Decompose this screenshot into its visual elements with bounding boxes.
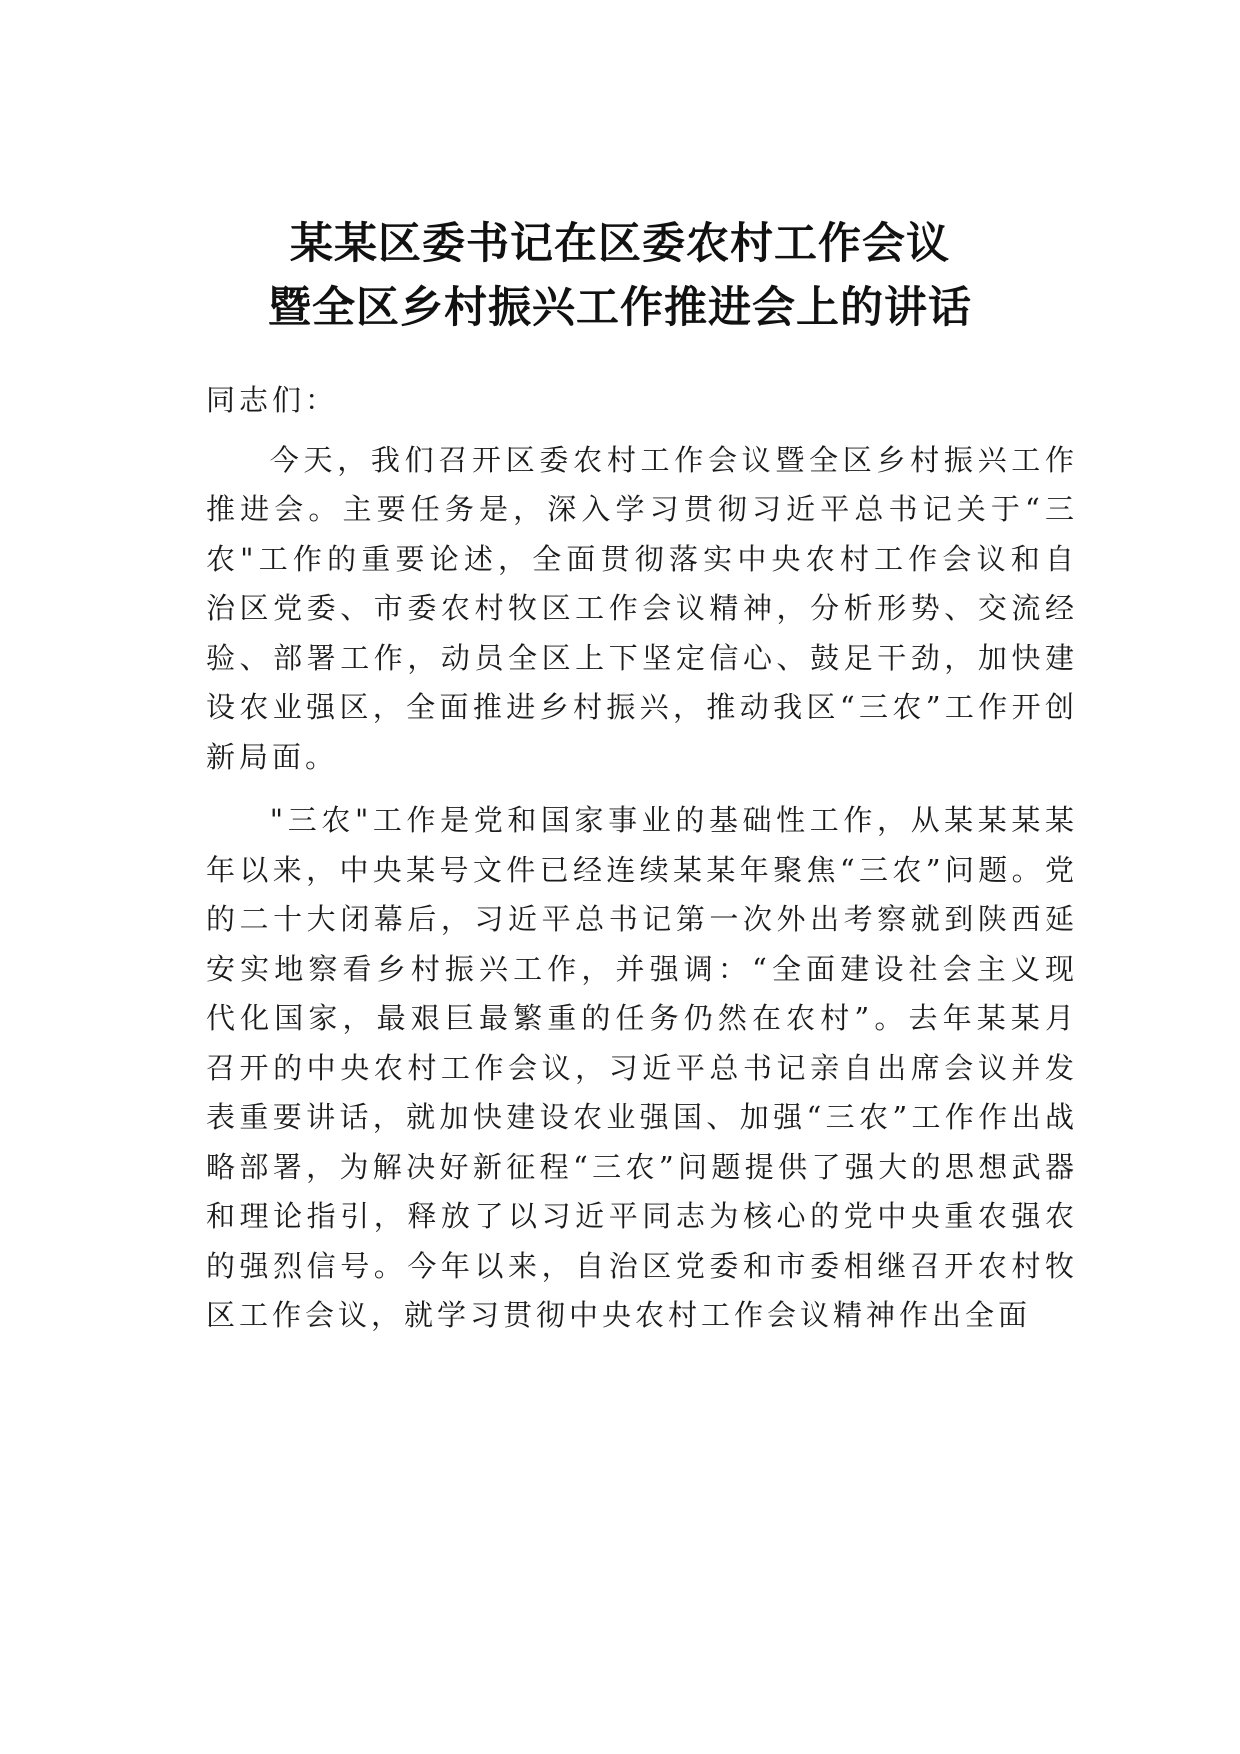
title-line-2: 暨全区乡村振兴工作推进会上的讲话 bbox=[268, 283, 972, 333]
title-line-1: 某某区委书记在区委农村工作会议 bbox=[290, 219, 950, 269]
document-title bbox=[0, 212, 1240, 340]
salutation: 同志们： bbox=[206, 383, 339, 417]
document-body bbox=[206, 376, 1078, 1355]
paragraph-2: "三农"工作是党和国家事业的基础性工作，从某某某某年以来，中央某号文件已经连续某某年聚焦“三农”问题。党的二十大闭幕后，习近平总书记第一次外出考察就到陕西延安实地察看乡村振兴工作，并强调：“全面建设社会主义现代化国家，最艰巨最繁重的任务仍然在农村”。去年某某月召开的中央农村工作会议，习近平总书记亲自出席会议并发表重要讲话，就加快建设农业强国、加强“三农”工作作出战略部署，为解决好新征程“三农”问题提供了强大的思想武器和理论指引，释放了以习近平同志为核心的党中央重农强农的强烈信号。今年以来，自治区党委和市委相继召开农村牧区工作会议，就学习贯彻中央农村工作会议精神作出全面 bbox=[206, 803, 1078, 1332]
paragraph-1: 今天，我们召开区委农村工作会议暨全区乡村振兴工作推进会。主要任务是，深入学习贯彻习近平总书记关于“三农"工作的重要论述，全面贯彻落实中央农村工作会议和自治区党委、市委农村牧区工作会议精神，分析形势、交流经验、部署工作，动员全区上下坚定信心、鼓足干劲，加快建设农业强区，全面推进乡村振兴，推动我区“三农”工作开创新局面。 bbox=[206, 442, 1078, 774]
